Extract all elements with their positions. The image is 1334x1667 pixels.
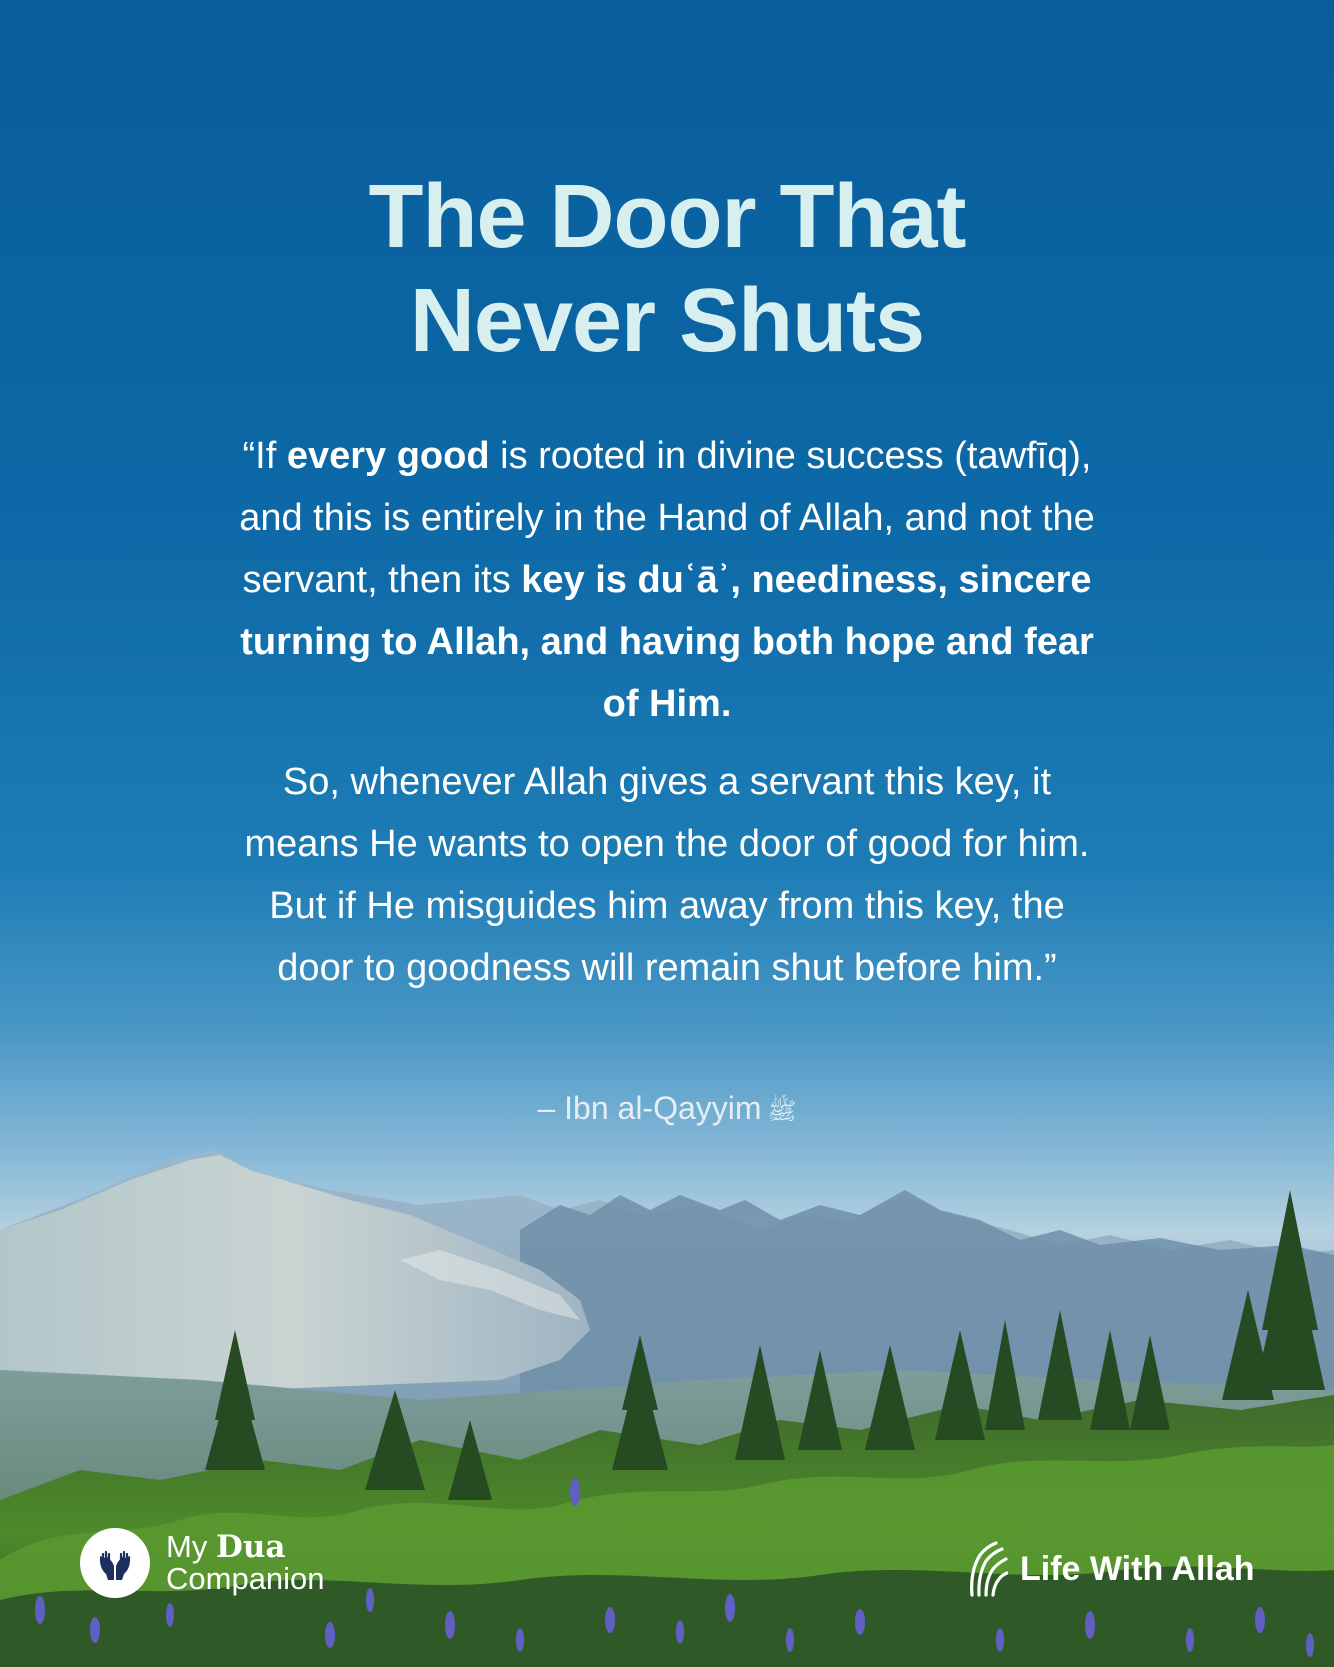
quote-paragraph-2: So, whenever Allah gives a servant this key, it means He wants to open the door of good for him. But if He misguides him away from this key, the door to goodness will remain shut before him.” xyxy=(244,761,1090,989)
logo-dua: Dua xyxy=(215,1529,286,1565)
honorific-glyph: ﷺ xyxy=(767,1098,797,1125)
logo-prefix: My xyxy=(166,1529,216,1564)
attribution xyxy=(0,1088,1334,1132)
logo-label: Life With Allah xyxy=(1020,1550,1255,1588)
title-line-2: Never Shuts xyxy=(409,271,925,371)
my-dua-companion-logo xyxy=(80,1528,325,1598)
title-line-1: The Door That xyxy=(368,167,966,267)
logo-line-1 xyxy=(166,1531,325,1563)
logo-line-2: Companion xyxy=(166,1561,325,1596)
quote-text: “If xyxy=(242,435,287,477)
quote-paragraph-1 xyxy=(230,425,1104,735)
life-with-allah-logo xyxy=(966,1541,1255,1597)
quote-emphasis: key is duʿāʾ, neediness, sincere turning to Allah, and having both hope and fear of Him. xyxy=(240,559,1094,725)
attribution-text: – Ibn al-Qayyim xyxy=(537,1090,762,1126)
quote-emphasis: every good xyxy=(286,435,490,477)
praying-hands-icon xyxy=(94,1542,136,1584)
page-title xyxy=(0,165,1334,373)
quote-block xyxy=(230,425,1104,999)
leaf-logo-icon xyxy=(966,1541,1008,1597)
quote-text: is rooted in divine success (tawfīq), and this is entirely in the Hand of Allah, and not the servant, then its xyxy=(239,435,1095,601)
logo-badge xyxy=(80,1528,150,1598)
logo-wordmark xyxy=(166,1531,325,1595)
